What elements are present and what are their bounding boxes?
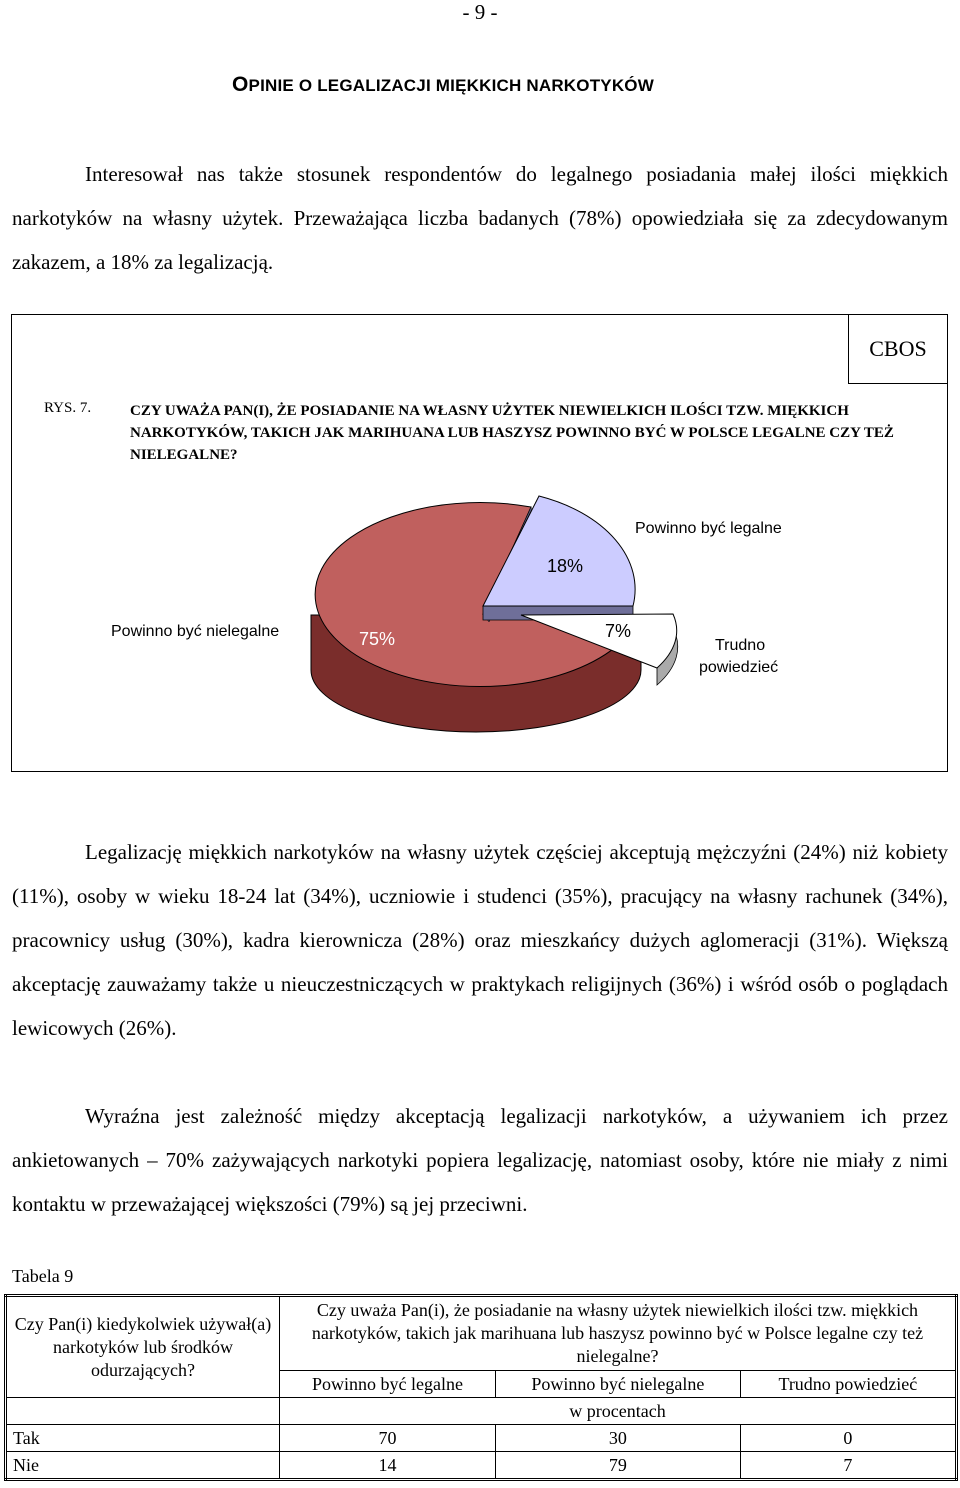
analysis-paragraph-text: Legalizację miękkich narkotyków na własny użytek częściej akceptują mężczyźni (24%) niż kobiety (11%), osoby w wieku 18-24 lat (34%), uczniowie i studenci (35%), pracujący na własny rachunek (34%), pracownicy usług (30%), kadra kierownicza (28%) oraz mieszkańcy dużych aglomeracji (31%). Większą akceptację zauważamy także u nieuczestniczących w praktykach religijnych (36%) i wśród osób o poglądach lewicowych (26%). bbox=[12, 840, 948, 1040]
cell: 79 bbox=[496, 1452, 741, 1480]
unit-spacer bbox=[6, 1398, 280, 1425]
legend-legalne: Powinno być legalne bbox=[635, 520, 782, 537]
cell: 7 bbox=[740, 1452, 956, 1480]
cell: 70 bbox=[280, 1425, 496, 1452]
table-row bbox=[6, 1452, 957, 1480]
figure-label: RYS. 7. bbox=[44, 400, 92, 416]
intro-paragraph-text: Interesował nas także stosunek respondentów do legalnego posiadania małej ilości miękkich narkotyków na własny użytek. Przeważająca liczba badanych (78%) opowiedziała się za zdecydowanym zakazem, a 18% za legalizacją. bbox=[12, 162, 948, 274]
legend-trudno-line2: powiedzieć bbox=[699, 659, 779, 676]
relation-paragraph bbox=[12, 1094, 948, 1226]
analysis-paragraph bbox=[12, 830, 948, 1050]
table-row bbox=[6, 1425, 957, 1452]
relation-paragraph-text: Wyraźna jest zależność między akceptacją legalizacji narkotyków, a używaniem ich przez ankietowanych – 70% zażywających narkotyki popiera legalizację, natomiast osoby, które nie miały z nimi kontaktu w przeważającej większości (79%) są jej przeciwni. bbox=[12, 1104, 948, 1216]
value-label-legalne: 18% bbox=[547, 556, 584, 576]
section-title-initial: O bbox=[232, 73, 249, 96]
legend-trudno-line1: Trudno bbox=[715, 637, 766, 654]
figure-title: CZY UWAŻA PAN(I), ŻE POSIADANIE NA WŁASNY UŻYTEK NIEWIELKICH ILOŚCI TZW. MIĘKKICH NARKOTYKÓW, TAKICH JAK MARIHUANA LUB HASZYSZ POWINNO BYĆ W POLSCE LEGALNE CZY TEŻ NIELEGALNE? bbox=[130, 403, 894, 463]
figure-source: CBOS bbox=[848, 314, 948, 384]
section-title bbox=[232, 73, 654, 97]
column-header-trudno: Trudno powiedzieć bbox=[740, 1371, 956, 1398]
column-header-nielegalne: Powinno być nielegalne bbox=[496, 1371, 741, 1398]
data-table bbox=[4, 1294, 958, 1481]
cell: 30 bbox=[496, 1425, 741, 1452]
value-label-trudno: 7% bbox=[605, 621, 632, 641]
cell: 14 bbox=[280, 1452, 496, 1480]
pie-chart bbox=[11, 470, 948, 770]
row-label: Nie bbox=[6, 1452, 280, 1480]
column-question: Czy uważa Pan(i), że posiadanie na własny użytek niewielkich ilości tzw. miękkich narkotyków, takich jak marihuana lub haszysz powinno być w Polsce legalne czy też nielegalne? bbox=[280, 1296, 957, 1371]
row-label: Tak bbox=[6, 1425, 280, 1452]
unit-label: w procentach bbox=[280, 1398, 957, 1425]
value-label-nielegalne: 75% bbox=[359, 629, 396, 649]
section-title-rest: PINIE O LEGALIZACJI MIĘKKICH NARKOTYKÓW bbox=[248, 76, 654, 95]
table-caption: Tabela 9 bbox=[12, 1266, 74, 1286]
page-number: - 9 - bbox=[462, 0, 498, 24]
legend-nielegalne: Powinno być nielegalne bbox=[111, 623, 280, 640]
cell: 0 bbox=[740, 1425, 956, 1452]
intro-paragraph bbox=[12, 152, 948, 284]
row-header-question: Czy Pan(i) kiedykolwiek używał(a) narkotyków lub środków odurzających? bbox=[6, 1296, 280, 1398]
column-header-legalne: Powinno być legalne bbox=[280, 1371, 496, 1398]
